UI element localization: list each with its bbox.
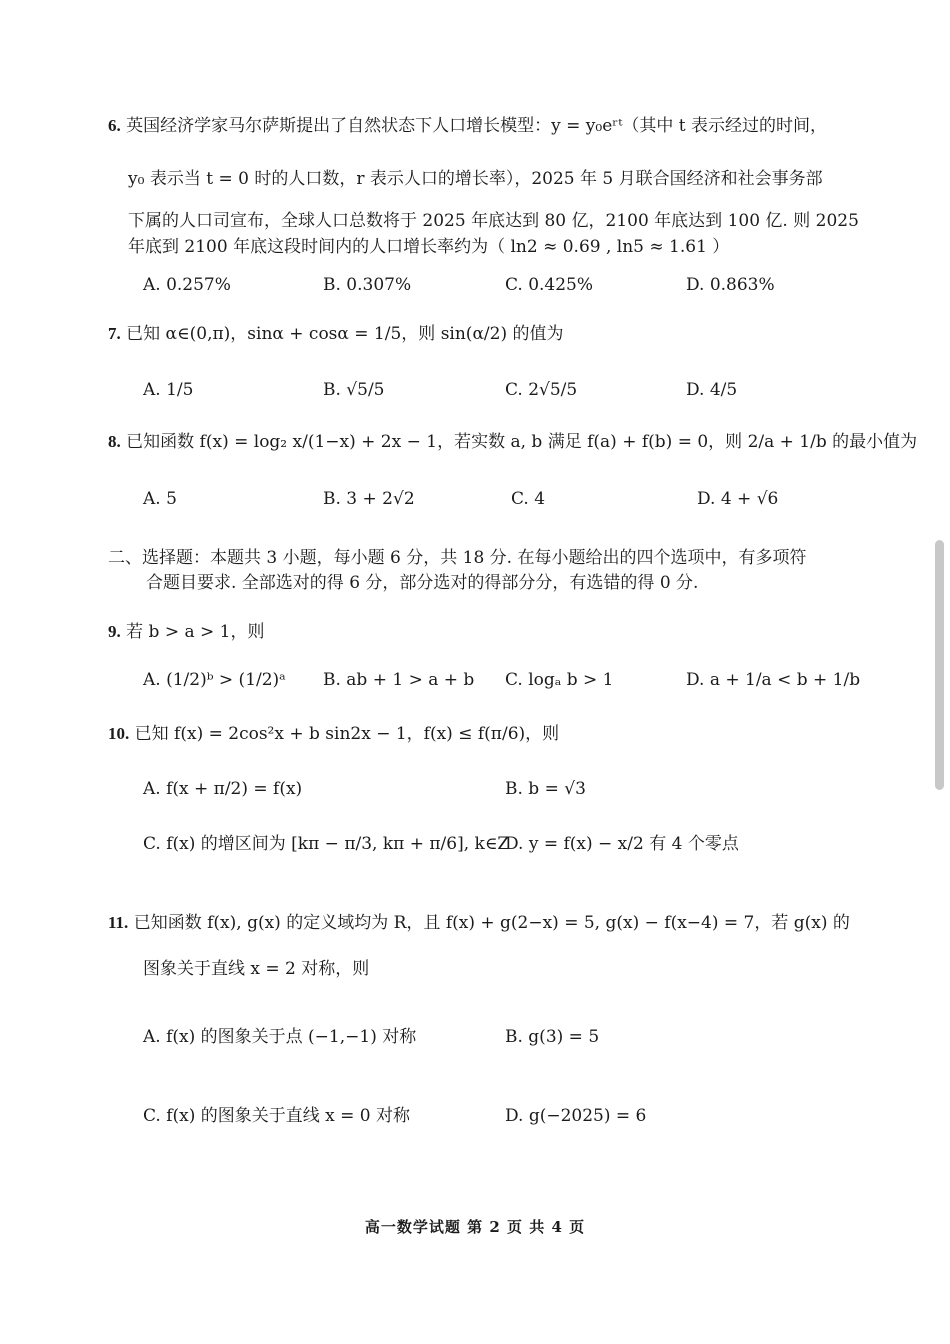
- q8-option-c: C. 4: [511, 489, 546, 509]
- q6-option-b: B. 0.307%: [323, 275, 412, 295]
- q11-option-c: C. f(x) 的图象关于直线 x = 0 对称: [143, 1106, 411, 1126]
- q9-text: 若 b > a > 1，则: [126, 622, 265, 642]
- q10-option-c: C. f(x) 的增区间为 [kπ − π/3, kπ + π/6], k∈Z: [143, 834, 510, 854]
- q6-text-1: 英国经济学家马尔萨斯提出了自然状态下人口增长模型：y = y₀eʳᵗ（其中 t 表示经过的时间，: [126, 116, 828, 136]
- q8-option-b: B. 3 + 2√2: [323, 489, 415, 509]
- q6-line2: y₀ 表示当 t = 0 时的人口数，r 表示人口的增长率），2025 年 5 月联合国经济和社会事务部: [128, 169, 823, 189]
- q10-number: 10.: [108, 724, 130, 743]
- q11-text-1: 已知函数 f(x), g(x) 的定义域均为 R，且 f(x) + g(2−x) = 5, g(x) − f(x−4) = 7，若 g(x) 的: [133, 913, 850, 933]
- page-footer: 高一数学试题 第 2 页 共 4 页: [364, 1218, 586, 1236]
- section2-line2: 合题目要求. 全部选对的得 6 分，部分选对的得部分分，有选错的得 0 分.: [146, 573, 699, 593]
- q8-line: [108, 430, 917, 454]
- q9-option-d: D. a + 1/a < b + 1/b: [686, 670, 861, 690]
- q9-number: 9.: [108, 622, 121, 641]
- q10-option-b: B. b = √3: [505, 779, 586, 799]
- q11-number: 11.: [108, 913, 129, 932]
- q11-option-b: B. g(3) = 5: [505, 1027, 600, 1047]
- q6-option-c: C. 0.425%: [505, 275, 594, 295]
- q9-line: [108, 620, 265, 644]
- q6-option-a: A. 0.257%: [143, 275, 231, 295]
- q10-line: [108, 722, 559, 746]
- q11-line1: [108, 911, 850, 935]
- q7-option-b: B. √5/5: [323, 380, 385, 400]
- q8-number: 8.: [108, 432, 121, 451]
- q8-text: 已知函数 f(x) = log₂ x/(1−x) + 2x − 1，若实数 a, b 满足 f(a) + f(b) = 0，则 2/a + 1/b 的最小值为: [126, 432, 918, 452]
- q10-option-d: D. y = f(x) − x/2 有 4 个零点: [505, 834, 739, 854]
- q10-text: 已知 f(x) = 2cos²x + b sin2x − 1，f(x) ≤ f(π/6)，则: [134, 724, 560, 744]
- section2-line1: 二、选择题：本题共 3 小题，每小题 6 分，共 18 分. 在每小题给出的四个选项中，有多项符: [108, 548, 807, 568]
- q6-number: 6.: [108, 116, 121, 135]
- q11-option-d: D. g(−2025) = 6: [505, 1106, 647, 1126]
- vertical-scrollbar[interactable]: [935, 540, 944, 790]
- q9-option-c: C. logₐ b > 1: [505, 670, 614, 690]
- q6-option-d: D. 0.863%: [686, 275, 775, 295]
- q7-line: [108, 322, 564, 346]
- q11-line2: 图象关于直线 x = 2 对称，则: [143, 959, 370, 979]
- q11-option-a: A. f(x) 的图象关于点 (−1,−1) 对称: [143, 1027, 417, 1047]
- q7-option-c: C. 2√5/5: [505, 380, 578, 400]
- q10-option-a: A. f(x + π/2) = f(x): [143, 779, 303, 799]
- q6-line4: 年底到 2100 年底这段时间内的人口增长率约为（ ln2 ≈ 0.69 , ln5 ≈ 1.61 ）: [128, 237, 730, 257]
- q9-option-a: A. (1/2)ᵇ > (1/2)ᵃ: [143, 670, 286, 690]
- q7-text: 已知 α∈(0,π)，sinα + cosα = 1/5，则 sin(α/2) 的值为: [126, 324, 564, 344]
- q8-option-d: D. 4 + √6: [697, 489, 779, 509]
- q8-option-a: A. 5: [143, 489, 177, 509]
- q7-option-d: D. 4/5: [686, 380, 738, 400]
- q7-number: 7.: [108, 324, 121, 343]
- q9-option-b: B. ab + 1 > a + b: [323, 670, 475, 690]
- q7-option-a: A. 1/5: [143, 380, 194, 400]
- q6-line3: 下属的人口司宣布，全球人口总数将于 2025 年底达到 80 亿，2100 年底达到 100 亿. 则 2025: [128, 211, 859, 231]
- q6-line1: [108, 114, 827, 138]
